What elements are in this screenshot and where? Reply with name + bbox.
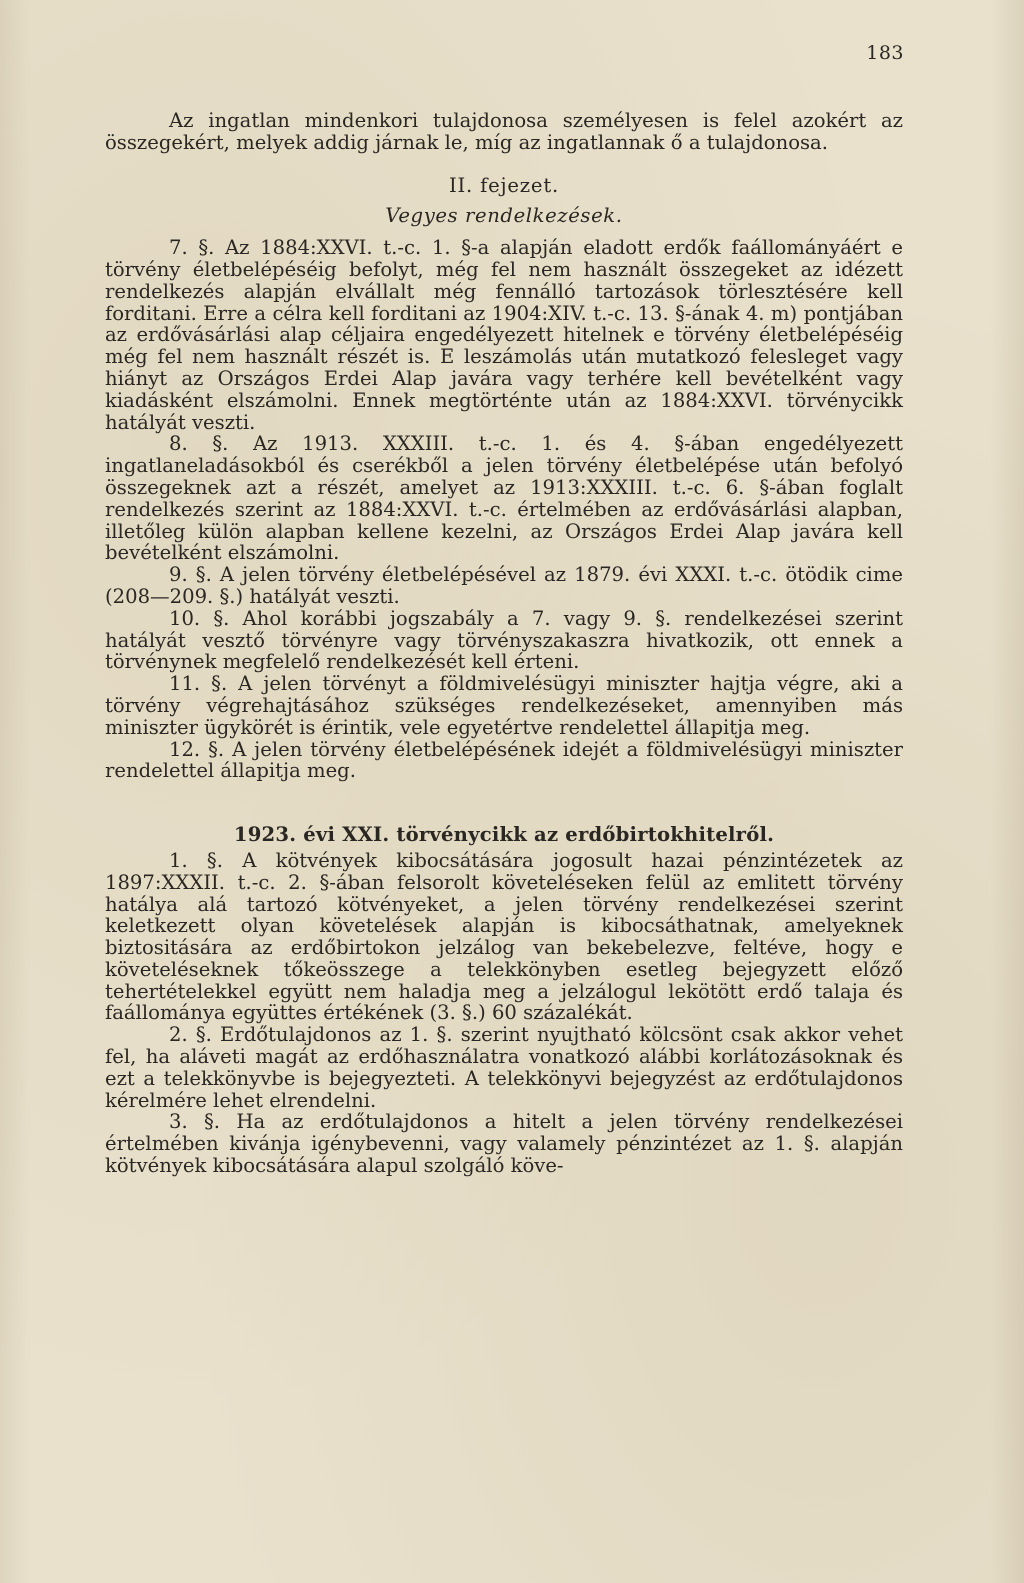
law-section-1-paragraph: 1. §. A kötvények kibocsátására jogosult hazai pénzintézetek az 1897:XXXII. t.-c. 2. §-ában felsorolt követeléseken felül az emlitett törvény hatálya alá tartozó kötvényeket, a jelen törvény rendelkezései szerint keletkezett olyan követelések alapján is kibocsáthatnak, amelyeknek biztositására az erdőbirtokon jelzálog van bekebelezve, feltéve, hogy e követeléseknek tőkeösszege a telekkönyben esetleg bejegyzett előző tehertételekkel együtt nem haladja meg a jelzálogul lekötött erdő talaja és faállománya együttes értékének (3. §.) 60 százalékát. bbox=[105, 848, 903, 1025]
page-number: 183 bbox=[866, 42, 904, 64]
chapter-subtitle: Vegyes rendelkezések. bbox=[385, 204, 623, 228]
section-9-paragraph: 9. §. A jelen törvény életbelépésével az 1879. évi XXXI. t.-c. ötödik cime (208—209. §.) hatályát veszti. bbox=[105, 563, 903, 608]
text-body bbox=[105, 110, 903, 1177]
section-7-paragraph: 7. §. Az 1884:XXVI. t.-c. 1. §-a alapján eladott erdők faállományáért e törvény életbelépéséig befolyt, még fel nem használt összegeket az idézett rendelkezés alapján elvállalt még fennálló tartozások törlesztésére kell forditani. Erre a célra kell forditani az 1904:XIV. t.-c. 13. §-ának 4. m) pontjában az erdővásárlási alap céljaira engedélyezett hitelnek e törvény életbelépéséig még fel nem használt részét is. E leszámolás után mutatkozó felesleget vagy hiányt az Országos Erdei Alap javára vagy terhére kell bevételként vagy kiadásként elszámolni. Ennek megtörténte után az 1884:XXVI. törvénycikk hatályát veszti. bbox=[105, 236, 903, 434]
law-section-3-paragraph: 3. §. Ha az erdőtulajdonos a hitelt a jelen törvény rendelkezései értelmében kivánja igénybevenni, vagy valamely pénzintézet az 1. §. alapján kötvények kibocsátására alapul szolgáló köve- bbox=[105, 1110, 903, 1178]
section-12-paragraph: 12. §. A jelen törvény életbelépésének idejét a földmivelésügyi miniszter rendelettel állapitja meg. bbox=[105, 737, 903, 783]
intro-paragraph: Az ingatlan mindenkori tulajdonosa személyesen is felel azokért az összegekért, melyek addig járnak le, míg az ingatlannak ő a tulajdonosa. bbox=[105, 109, 903, 154]
law-section-2-paragraph: 2. §. Erdőtulajdonos az 1. §. szerint nyujtható kölcsönt csak akkor vehet fel, ha aláveti magát az erdőhasználatra vonatkozó alábbi korlátozásoknak és ezt a telekkönyvbe is bejegyezteti. A telekkönyvi bejegyzést az erdőtulajdonos kérelmére lehet elrendelni. bbox=[105, 1023, 903, 1112]
section-10-paragraph: 10. §. Ahol korábbi jogszabály a 7. vagy 9. §. rendelkezései szerint hatályát vesztő törvényre vagy törvényszakaszra hivatkozik, ott ennek a törvénynek megfelelő rendelkezését kell érteni. bbox=[105, 606, 903, 674]
section-8-paragraph: 8. §. Az 1913. XXXIII. t.-c. 1. és 4. §-ában engedélyezett ingatlaneladásokból és cserékből a jelen törvény életbelépése után befolyó összegeknek azt a részét, amelyet az 1913:XXXIII. t.-c. 6. §-ában foglalt rendelkezés szerint az 1884:XXVI. t.-c. értelmében az erdővásárlási alapban, illetőleg külön alapban kellene kezelni, az Országos Erdei Alap javára kell bevételként elszámolni. bbox=[105, 432, 903, 565]
section-11-paragraph: 11. §. A jelen törvényt a földmivelésügyi miniszter hajtja végre, aki a törvény végrehajtásához szükséges rendelkezéseket, amennyiben más miniszter ügykörét is érintik, vele egyetértve rendelettel állapitja meg. bbox=[105, 672, 903, 739]
law-title: 1923. évi XXI. törvénycikk az erdőbirtokhitelről. bbox=[233, 823, 775, 847]
chapter-heading: II. fejezet. bbox=[448, 173, 560, 197]
